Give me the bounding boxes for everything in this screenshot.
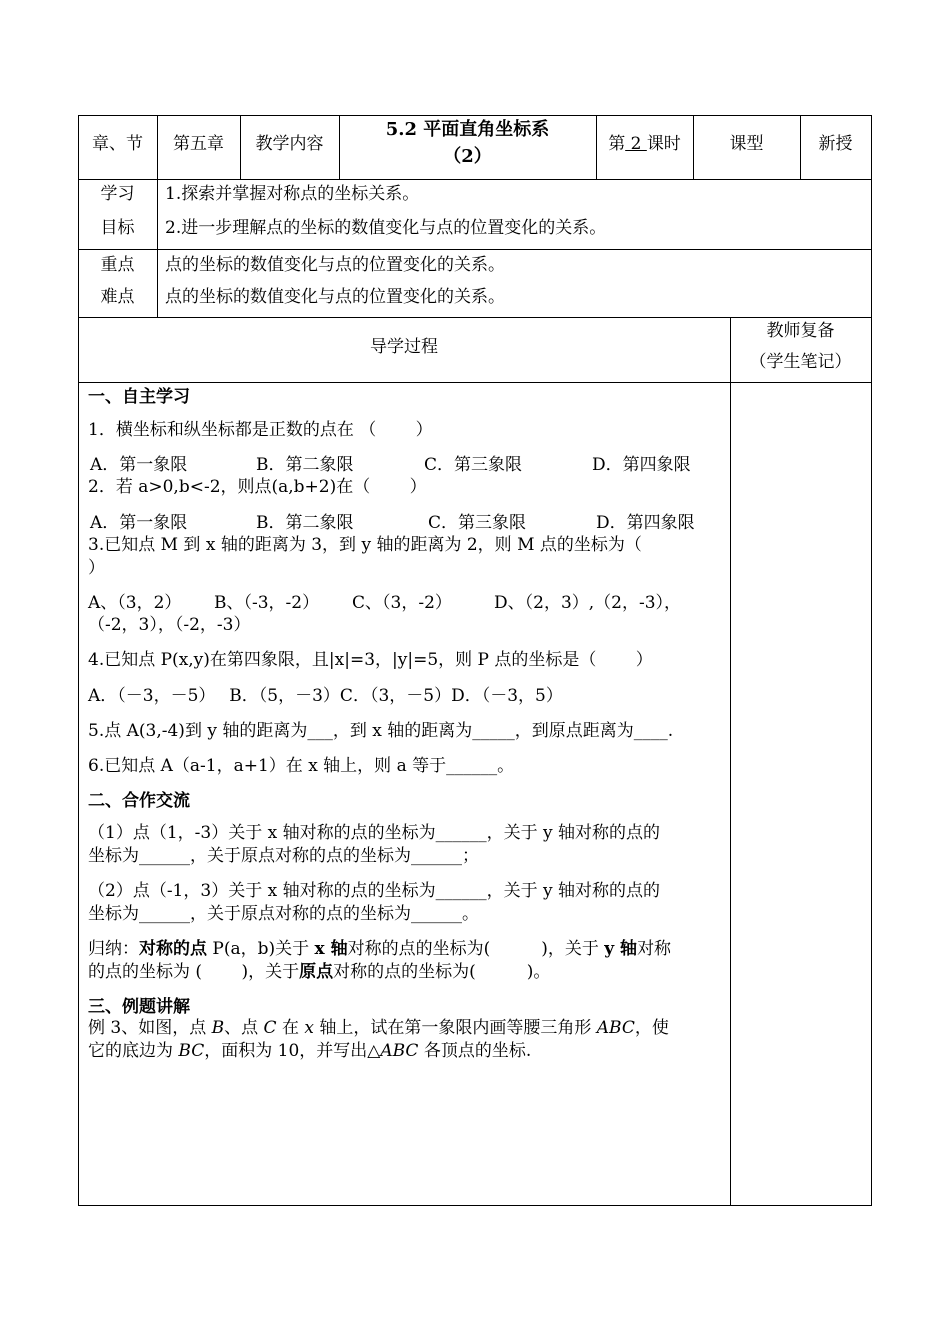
goal-item-1: 1.探索并掌握对称点的坐标关系。 bbox=[165, 184, 420, 204]
summary-x-result: 对称的点的坐标为( )，关于 bbox=[347, 939, 605, 959]
summary-term: 对称的点 bbox=[139, 939, 207, 959]
example-text: ，使 bbox=[634, 1018, 669, 1038]
base-bc: BC bbox=[178, 1041, 205, 1061]
summary-line-1 bbox=[88, 938, 671, 960]
q1-option-d: D．第四象限 bbox=[592, 455, 691, 475]
example-text: ，面积为 10，并写出△ bbox=[204, 1041, 381, 1061]
question-3: 3.已知点 M 到 x 轴的距离为 3，到 y 轴的距离为 2，则 M 点的坐标为（ bbox=[88, 535, 642, 555]
point-b: B bbox=[211, 1018, 225, 1038]
summary-origin-result: 对称的点的坐标为( )。 bbox=[333, 962, 551, 982]
summary-y-suffix: 对称 bbox=[637, 939, 672, 959]
difficulty-label: 难点 bbox=[100, 287, 135, 307]
table-line-h2 bbox=[78, 249, 872, 250]
q3-option-c: C、（3，-2） bbox=[352, 593, 452, 613]
q3-option-a: A、（3，2） bbox=[88, 593, 182, 613]
section-title-examples: 三、例题讲解 bbox=[88, 997, 190, 1017]
side-column-divider bbox=[730, 317, 731, 1206]
example-3-line-1 bbox=[88, 1017, 669, 1039]
q2-option-d: D．第四象限 bbox=[596, 513, 695, 533]
point-c: C bbox=[263, 1018, 277, 1038]
section-title-self-study: 一、自主学习 bbox=[88, 387, 190, 407]
student-notes-label: （学生笔记） bbox=[749, 352, 852, 372]
q1-option-c: C．第三象限 bbox=[424, 455, 523, 475]
question-3-continued: ） bbox=[88, 558, 105, 578]
summary-y-axis: y 轴 bbox=[604, 939, 638, 959]
summary-prefix: 归纳： bbox=[88, 939, 139, 959]
x-variable: x bbox=[304, 1018, 314, 1038]
difficulty-text: 点的坐标的数值变化与点的位置变化的关系。 bbox=[165, 287, 505, 307]
summary-line-2 bbox=[88, 961, 550, 983]
question-4: 4.已知点 P(x,y)在第四象限，且|x|=3，|y|=5，则 P 点的坐标是（ ） bbox=[88, 650, 653, 670]
triangle-abc: ABC bbox=[380, 1041, 419, 1061]
table-line-h4 bbox=[78, 382, 872, 383]
section-title-cooperation: 二、合作交流 bbox=[88, 791, 190, 811]
question-1: 1．横坐标和纵坐标都是正数的点在 （ ） bbox=[88, 420, 433, 440]
chapter-label: 章、节 bbox=[92, 134, 143, 154]
lesson-period-prefix: 第 bbox=[608, 134, 626, 154]
exercise-1: （1）点（1，-3）关于 x 轴对称的点的坐标为______，关于 y 轴对称的点的 bbox=[88, 823, 660, 843]
summary-origin: 原点 bbox=[299, 962, 334, 982]
example-text: 在 bbox=[276, 1018, 305, 1038]
example-text: 、点 bbox=[224, 1018, 264, 1038]
table-border-top bbox=[78, 115, 872, 116]
q3-option-d-continued: （-2，3），（-2，-3） bbox=[88, 615, 251, 635]
type-value: 新授 bbox=[818, 134, 853, 154]
lesson-period-number: 2 bbox=[625, 134, 647, 154]
triangle-abc: ABC bbox=[596, 1018, 635, 1038]
example-text: 例 3、如图，点 bbox=[88, 1018, 212, 1038]
question-6: 6.已知点 A（a-1，a+1）在 x 轴上，则 a 等于______。 bbox=[88, 756, 515, 776]
lesson-period-suffix: 课时 bbox=[646, 134, 681, 154]
q2-option-c: C．第三象限 bbox=[428, 513, 527, 533]
q1-option-b: B．第二象限 bbox=[256, 455, 354, 475]
content-label: 教学内容 bbox=[255, 134, 324, 154]
q4-options: A．（－3，－5） B．（5，－3）C．（3，－5）D．（－3，5） bbox=[88, 686, 563, 706]
summary-point: P(a，b)关于 bbox=[207, 939, 315, 959]
goal-item-2: 2.进一步理解点的坐标的数值变化与点的位置变化的关系。 bbox=[165, 218, 607, 238]
question-5: 5.点 A(3,-4)到 y 轴的距离为___，到 x 轴的距离为_____，到原点距离为____. bbox=[88, 721, 674, 741]
exercise-2: （2）点（-1，3）关于 x 轴对称的点的坐标为______，关于 y 轴对称的点的 bbox=[88, 881, 660, 901]
key-point-text: 点的坐标的数值变化与点的位置变化的关系。 bbox=[165, 255, 505, 275]
goals-label-2: 目标 bbox=[100, 218, 135, 238]
lesson-title: 5.2 平面直角坐标系 bbox=[385, 119, 550, 140]
table-border-bottom bbox=[78, 1205, 872, 1206]
table-border-right bbox=[871, 115, 872, 1206]
table-line-h1 bbox=[78, 179, 872, 180]
type-label: 课型 bbox=[729, 134, 764, 154]
example-text: 它的底边为 bbox=[88, 1041, 179, 1061]
key-point-label: 重点 bbox=[100, 255, 135, 275]
example-text: 轴上，试在第一象限内画等腰三角形 bbox=[313, 1018, 597, 1038]
teacher-notes-label: 教师复备 bbox=[766, 321, 835, 341]
process-title: 导学过程 bbox=[370, 337, 438, 357]
lesson-title-part: （2） bbox=[443, 146, 492, 167]
exercise-1-continued: 坐标为______，关于原点对称的点的坐标为______； bbox=[88, 846, 479, 866]
example-3-line-2 bbox=[88, 1040, 531, 1062]
goals-label: 学习 bbox=[100, 184, 135, 204]
table-line-h3 bbox=[78, 317, 872, 318]
q2-option-a: A．第一象限 bbox=[90, 513, 188, 533]
q3-option-d: D、（2，3）,（2，-3）， bbox=[494, 593, 682, 613]
q1-option-a: A．第一象限 bbox=[90, 455, 188, 475]
q2-option-b: B．第二象限 bbox=[256, 513, 354, 533]
chapter-value: 第五章 bbox=[173, 134, 224, 154]
summary-x-axis: x 轴 bbox=[314, 939, 348, 959]
summary-y-result: 的点的坐标为 ( )，关于 bbox=[88, 962, 300, 982]
example-text: 各顶点的坐标. bbox=[418, 1041, 532, 1061]
question-2: 2．若 a>0,b<-2，则点(a,b+2)在（ ） bbox=[88, 477, 427, 497]
q3-option-b: B、（-3，-2） bbox=[214, 593, 320, 613]
exercise-2-continued: 坐标为______，关于原点对称的点的坐标为______。 bbox=[88, 904, 479, 924]
table-border-left bbox=[78, 115, 79, 1206]
lesson-period bbox=[596, 133, 693, 155]
